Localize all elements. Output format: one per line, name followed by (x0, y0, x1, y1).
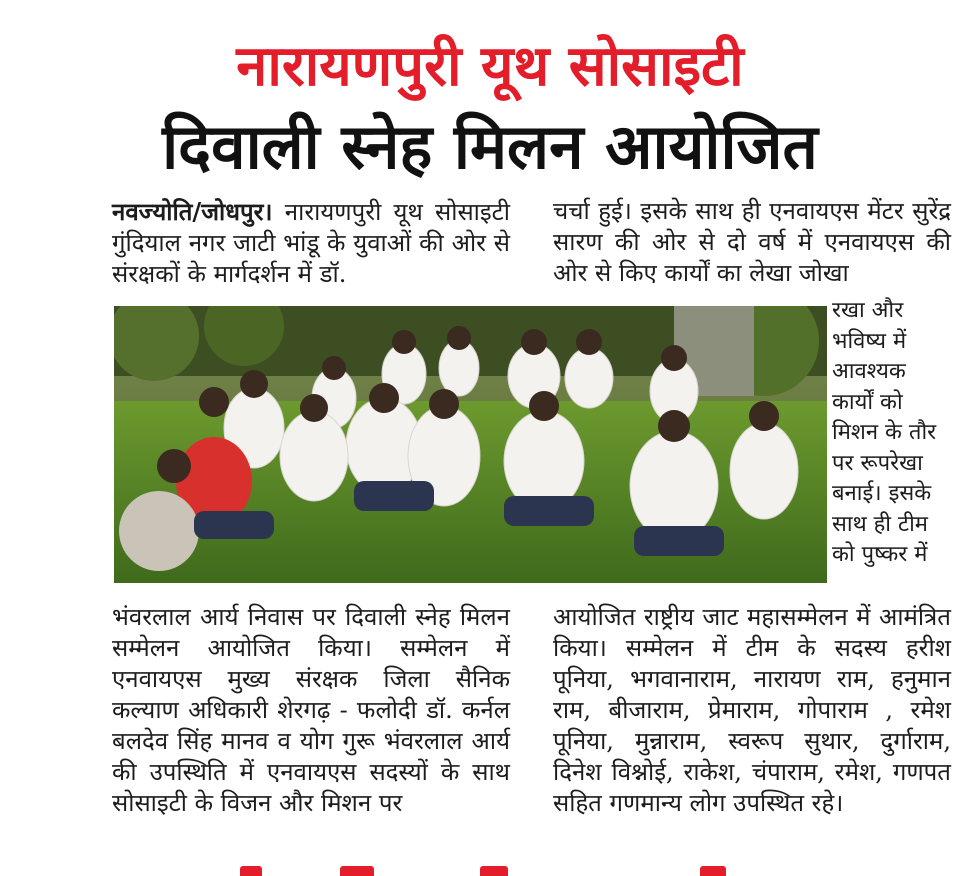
headline-title: दिवाली स्नेह मिलन आयोजित (162, 110, 818, 183)
article-text-2: चर्चा हुई। इसके साथ ही एनवायएस मेंटर सुरेंद्र सारण की ओर से दो वर्ष में एनवायएस की ओर से किए कार्यों का लेखा जोखा (553, 197, 951, 287)
article-text-wrap: रखा और भविष्य में आवश्यक कार्यों को मिशन के तौर पर रूपरेखा बनाई। इसके साथ ही टीम को पुष्कर में (832, 298, 937, 567)
article-text-4: आयोजित राष्ट्रीय जाट महासम्मेलन में आमंत्रित किया। सम्मेलन में टीम के सदस्य हरीश पूनिया, भगवानाराम, नारायण राम, हनुमान राम, बीजाराम, प्रेमाराम, गोपाराम , रमेश पूनिया, मुन्नाराम, स्वरूप सुथार, दुर्गाराम, दिनेश विश्नोई, राकेश, चंपाराम, रमेश, गणपत सहित गणमान्य लोग उपस्थित रहे। (553, 603, 951, 817)
dateline: नवज्योति/जोधपुर। (112, 197, 273, 226)
article-column-2-bottom (553, 602, 951, 819)
article-wrap-text (832, 296, 950, 571)
article-text-1: नारायणपुरी यूथ सोसाइटी गुंदियाल नगर जाटी भांडू के युवाओं की ओर से संरक्षकों के मार्गदर्शन में डॉ. (112, 198, 510, 288)
article-column-2-top (553, 196, 951, 289)
headline-kicker: नारायणपुरी यूथ सोसाइटी (236, 34, 744, 99)
article-text-3: भंवरलाल आर्य निवास पर दिवाली स्नेह मिलन सम्मेलन आयोजित किया। सम्मेलन में एनवायएस मुख्य संरक्षक जिला सैनिक कल्याण अधिकारी शेरगढ़ - फलोदी डॉ. कर्नल बलदेव सिंह मानव व योग गुरू भंवरलाल आर्य की उपस्थिति में एनवायएस सदस्यों के साथ सोसाइटी के विजन और मिशन पर (112, 603, 510, 817)
next-headline-fragment (180, 862, 820, 876)
article-column-1-bottom (112, 602, 510, 819)
event-photo (114, 306, 827, 583)
article-column-1-top (112, 196, 510, 290)
